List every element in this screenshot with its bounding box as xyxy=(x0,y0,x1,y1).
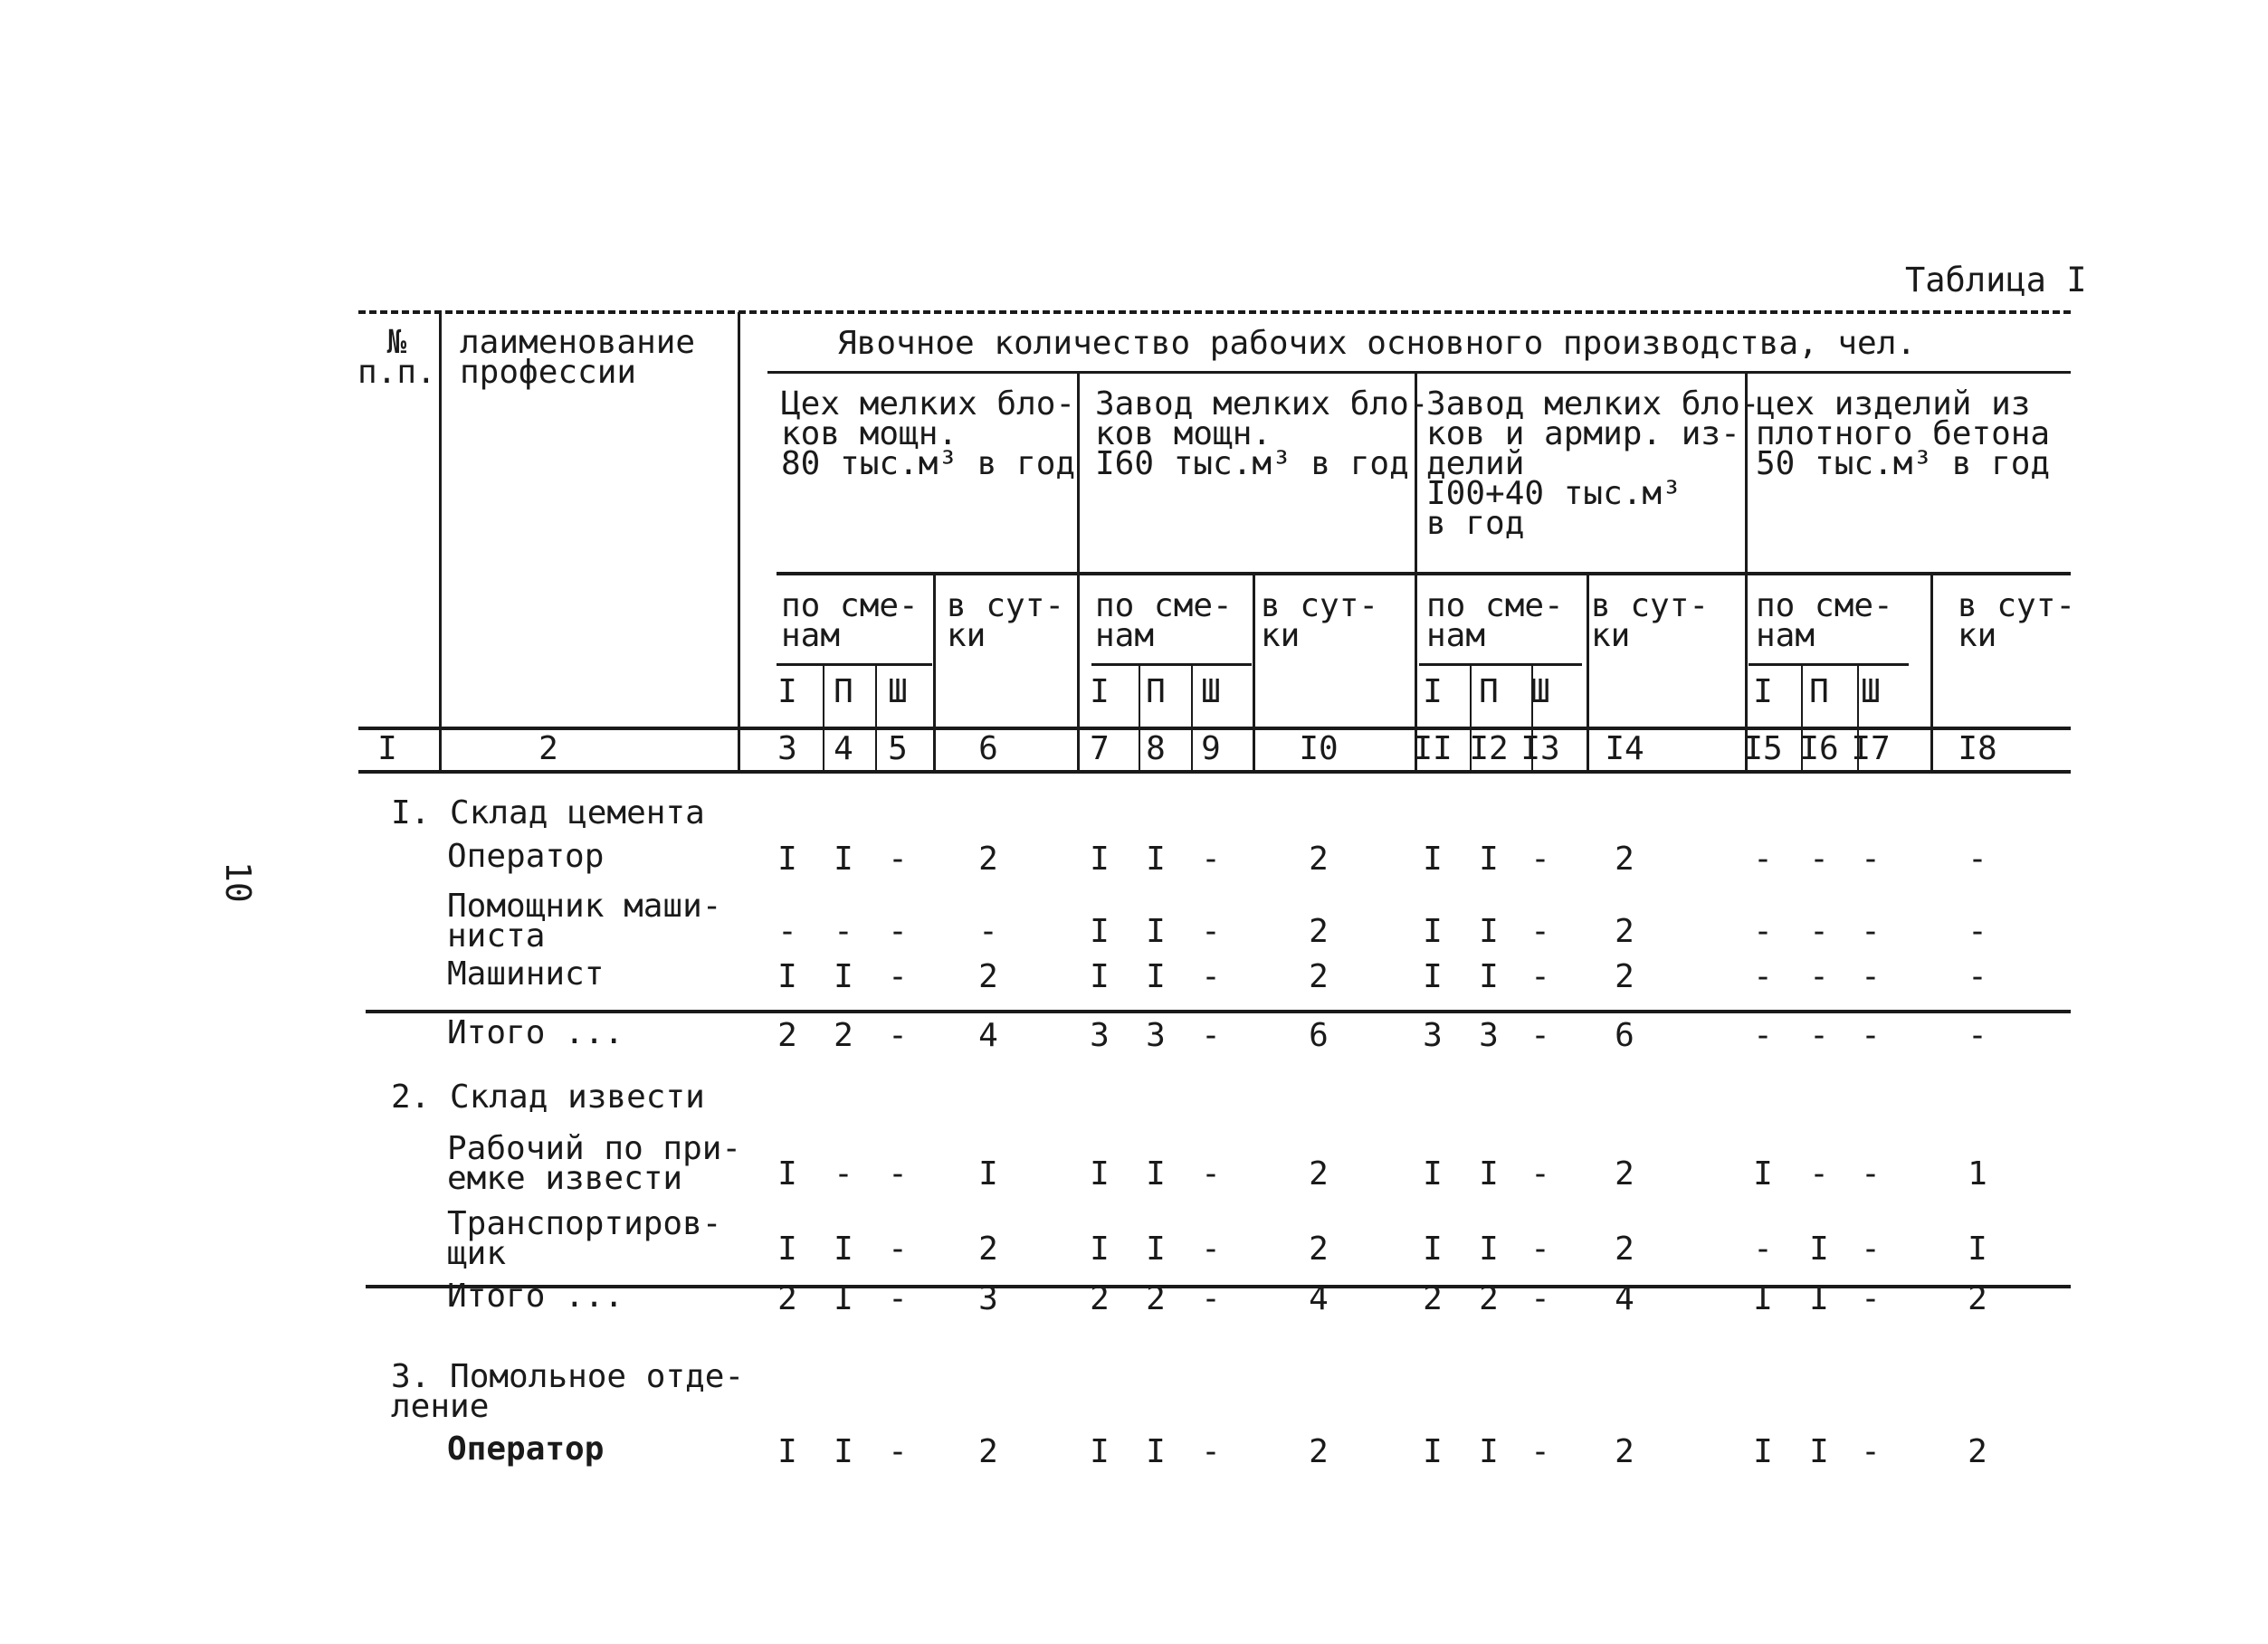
table-cell: - xyxy=(1753,841,1773,878)
by-shift-header-4: по сме- нам xyxy=(1756,587,1893,654)
per-day-header-4: в сут- ки xyxy=(1958,587,2076,654)
table-cell: 3 xyxy=(1090,1017,1110,1054)
table-cell: I xyxy=(834,1231,853,1268)
table-cell: I xyxy=(1423,1155,1443,1193)
total-label: Итого ... xyxy=(447,1014,624,1051)
table-cell: I xyxy=(1090,1231,1110,1268)
table-cell: - xyxy=(1530,1433,1550,1470)
vrule-c14 xyxy=(1587,575,1589,772)
table-cell: I xyxy=(1479,1433,1499,1470)
table-cell: I xyxy=(1090,1433,1110,1470)
table-cell: 2 xyxy=(1615,841,1634,878)
table-cell: - xyxy=(834,913,853,950)
table-cell: I xyxy=(1479,1155,1499,1193)
group-header-2: Завод мелких бло- ков мощн. I60 тыс.м³ в год xyxy=(1095,385,1429,482)
table-cell: - xyxy=(1809,841,1829,878)
section-heading: I. Склад цемента xyxy=(391,794,705,832)
column-number: II xyxy=(1413,730,1453,767)
table-cell: I xyxy=(1968,1231,1987,1268)
table-cell: - xyxy=(1861,913,1881,950)
table-cell: - xyxy=(1861,1017,1881,1054)
table-cell: - xyxy=(1201,913,1221,950)
shift-label: П xyxy=(1809,673,1829,710)
table-cell: 6 xyxy=(1309,1017,1329,1054)
table-cell: - xyxy=(1201,841,1221,878)
table-cell: - xyxy=(1861,1231,1881,1268)
table-cell: 2 xyxy=(1615,913,1634,950)
table-cell: I xyxy=(1809,1231,1829,1268)
table-cell: I xyxy=(777,1231,797,1268)
table-cell: - xyxy=(1201,1433,1221,1470)
group-header-3: Завод мелких бло- ков и армир. из- делий I00+40 тыс.м³ в год xyxy=(1426,385,1760,542)
table-cell: - xyxy=(1530,958,1550,995)
table-cell: I xyxy=(834,1433,853,1470)
table-cell: 2 xyxy=(1309,1433,1329,1470)
shift-rule-2 xyxy=(1091,663,1252,666)
main-header-rule xyxy=(767,371,2071,374)
column-number: 2 xyxy=(538,730,558,767)
column-number: I xyxy=(377,730,397,767)
table-cell: 2 xyxy=(978,1231,998,1268)
table-cell: 2 xyxy=(1309,913,1329,950)
table-cell: 2 xyxy=(1615,1231,1634,1268)
profession-name: Оператор xyxy=(447,1430,605,1468)
table-cell: 2 xyxy=(978,958,998,995)
table-cell: I xyxy=(1423,841,1443,878)
shift-rule-3 xyxy=(1419,663,1582,666)
table-cell: - xyxy=(888,1017,908,1054)
table-cell: - xyxy=(1530,841,1550,878)
shift-rule-4 xyxy=(1749,663,1909,666)
table-cell: - xyxy=(888,1280,908,1317)
shift-label: I xyxy=(1423,673,1443,710)
table-cell: I xyxy=(1090,1155,1110,1193)
by-shift-header-2: по сме- нам xyxy=(1095,587,1233,654)
table-cell: I xyxy=(1146,958,1166,995)
table-cell: - xyxy=(1968,841,1987,878)
shift-label: П xyxy=(1146,673,1166,710)
table-cell: I xyxy=(978,1155,998,1193)
table-cell: 2 xyxy=(1146,1280,1166,1317)
table-cell: - xyxy=(1809,958,1829,995)
table-label: Таблица I xyxy=(1905,261,2087,299)
table-cell: 2 xyxy=(1615,1155,1634,1193)
column-number: 9 xyxy=(1201,730,1221,767)
column-number: I7 xyxy=(1851,730,1891,767)
shift-label: Ш xyxy=(888,673,908,710)
total-label: Итого ... xyxy=(447,1278,624,1315)
main-header: Явочное количество рабочих основного производства, чел. xyxy=(837,325,1917,362)
table-cell: - xyxy=(1861,841,1881,878)
table-cell: - xyxy=(1201,1231,1221,1268)
table-cell: - xyxy=(888,958,908,995)
column-number: 5 xyxy=(888,730,908,767)
vrule-c6 xyxy=(933,575,936,772)
table-cell: I xyxy=(1423,1433,1443,1470)
table-cell: 2 xyxy=(1968,1433,1987,1470)
shift-label: Ш xyxy=(1201,673,1221,710)
table-cell: - xyxy=(1809,1017,1829,1054)
table-cell: - xyxy=(1809,913,1829,950)
table-cell: - xyxy=(1530,913,1550,950)
shift-label: Ш xyxy=(1861,673,1881,710)
table-cell: - xyxy=(1753,1231,1773,1268)
table-cell: - xyxy=(888,913,908,950)
table-cell: - xyxy=(1753,913,1773,950)
table-cell: - xyxy=(1201,1280,1221,1317)
vrule-c10 xyxy=(1253,575,1255,772)
table-cell: - xyxy=(888,1231,908,1268)
col-no-header: № п.п. xyxy=(357,324,436,391)
group-header-1: Цех мелких бло- ков мощн. 80 тыс.м³ в год xyxy=(781,385,1076,482)
shift-label: I xyxy=(1090,673,1110,710)
table-cell: 2 xyxy=(978,1433,998,1470)
column-number: I2 xyxy=(1469,730,1509,767)
table-cell: 2 xyxy=(1309,958,1329,995)
table-cell: I xyxy=(1146,1155,1166,1193)
column-number: I0 xyxy=(1299,730,1339,767)
profession-name: Помощник маши- ниста xyxy=(447,888,722,955)
col-name-header: лаименование профессии xyxy=(460,324,696,391)
shift-label: I xyxy=(777,673,797,710)
column-number: 7 xyxy=(1090,730,1110,767)
table-cell: I xyxy=(1809,1280,1829,1317)
table-cell: I xyxy=(1753,1155,1773,1193)
profession-name: Транспортиров- щик xyxy=(447,1205,722,1272)
column-number: I8 xyxy=(1958,730,1997,767)
table-cell: - xyxy=(1861,1155,1881,1193)
table-cell: - xyxy=(1201,958,1221,995)
table-cell: I xyxy=(1146,1231,1166,1268)
profession-name: Оператор xyxy=(447,838,605,875)
table-cell: I xyxy=(1753,1280,1773,1317)
table-cell: 6 xyxy=(1615,1017,1634,1054)
table-cell: - xyxy=(1530,1231,1550,1268)
table-cell: 2 xyxy=(777,1017,797,1054)
table-cell: I xyxy=(1146,1433,1166,1470)
table-cell: 2 xyxy=(1309,1231,1329,1268)
by-shift-header-3: по сме- нам xyxy=(1426,587,1564,654)
section-heading: 3. Помольное отде- ление xyxy=(391,1358,745,1425)
table-cell: - xyxy=(1201,1155,1221,1193)
table-cell: 2 xyxy=(834,1017,853,1054)
table-cell: - xyxy=(1968,1017,1987,1054)
table-cell: - xyxy=(1530,1280,1550,1317)
table-cell: I xyxy=(1090,913,1110,950)
table-cell: 4 xyxy=(1615,1280,1634,1317)
group-header-4: цех изделий из плотного бетона 50 тыс.м³ в год xyxy=(1756,385,2051,482)
table-cell: 4 xyxy=(1309,1280,1329,1317)
table-cell: I xyxy=(1479,958,1499,995)
table-cell: - xyxy=(888,1155,908,1193)
column-number: I4 xyxy=(1605,730,1644,767)
table-top-rule xyxy=(358,310,2071,314)
table-cell: I xyxy=(1809,1433,1829,1470)
table-cell: 2 xyxy=(1968,1280,1987,1317)
column-number: 8 xyxy=(1146,730,1166,767)
table-cell: I xyxy=(834,958,853,995)
table-cell: I xyxy=(1753,1433,1773,1470)
table-cell: I xyxy=(1090,841,1110,878)
shift-rule-1 xyxy=(777,663,932,666)
vrule-no xyxy=(439,312,442,772)
table-cell: I xyxy=(1479,1231,1499,1268)
per-day-header-3: в сут- ки xyxy=(1591,587,1710,654)
table-cell: I xyxy=(1423,958,1443,995)
table-cell: - xyxy=(978,913,998,950)
table-cell: 3 xyxy=(1146,1017,1166,1054)
table-cell: - xyxy=(888,841,908,878)
table-cell: - xyxy=(1753,1017,1773,1054)
table-cell: I xyxy=(1423,1231,1443,1268)
vrule-c18 xyxy=(1930,575,1933,772)
table-cell: I xyxy=(834,1280,853,1317)
table-cell: - xyxy=(1968,913,1987,950)
table-cell: 2 xyxy=(1423,1280,1443,1317)
table-cell: 2 xyxy=(1479,1280,1499,1317)
table-cell: I xyxy=(777,1433,797,1470)
table-cell: - xyxy=(834,1155,853,1193)
shift-label: П xyxy=(1479,673,1499,710)
table-cell: - xyxy=(1753,958,1773,995)
per-day-header-2: в сут- ки xyxy=(1261,587,1379,654)
table-cell: 2 xyxy=(1615,958,1634,995)
section-heading: 2. Склад извести xyxy=(391,1079,705,1116)
by-shift-header-1: по сме- нам xyxy=(781,587,919,654)
column-number: 6 xyxy=(978,730,998,767)
profession-name: Машинист xyxy=(447,955,605,993)
table-cell: I xyxy=(777,958,797,995)
shift-label: П xyxy=(834,673,853,710)
table-cell: 2 xyxy=(1615,1433,1634,1470)
table-cell: 1 xyxy=(1968,1155,1987,1193)
table-cell: - xyxy=(1809,1155,1829,1193)
table-cell: 3 xyxy=(1479,1017,1499,1054)
table-cell: I xyxy=(1423,913,1443,950)
total-separator-rule xyxy=(366,1010,2071,1013)
shift-label: Ш xyxy=(1530,673,1550,710)
table-cell: I xyxy=(1479,913,1499,950)
column-number: I3 xyxy=(1520,730,1560,767)
table-cell: I xyxy=(834,841,853,878)
group-header-rule xyxy=(777,572,2071,575)
table-cell: - xyxy=(1530,1155,1550,1193)
table-cell: - xyxy=(1530,1017,1550,1054)
table-cell: 2 xyxy=(777,1280,797,1317)
per-day-header-1: в сут- ки xyxy=(947,587,1065,654)
table-cell: I xyxy=(1479,841,1499,878)
column-number: 3 xyxy=(777,730,797,767)
table-cell: 3 xyxy=(1423,1017,1443,1054)
table-cell: - xyxy=(1861,958,1881,995)
shift-label: I xyxy=(1753,673,1773,710)
table-cell: - xyxy=(1861,1280,1881,1317)
column-number: 4 xyxy=(834,730,853,767)
column-number: I6 xyxy=(1799,730,1839,767)
table-cell: 2 xyxy=(1309,1155,1329,1193)
table-cell: 4 xyxy=(978,1017,998,1054)
column-numbers-bottom-rule xyxy=(358,770,2071,774)
page-number: 10 xyxy=(218,861,258,903)
table-cell: I xyxy=(1090,958,1110,995)
table-cell: 2 xyxy=(1309,841,1329,878)
column-number: I5 xyxy=(1743,730,1783,767)
vrule-g2 xyxy=(1077,373,1080,772)
table-cell: 3 xyxy=(978,1280,998,1317)
table-cell: - xyxy=(888,1433,908,1470)
table-cell: I xyxy=(777,1155,797,1193)
table-cell: I xyxy=(1146,841,1166,878)
table-cell: 2 xyxy=(978,841,998,878)
table-cell: - xyxy=(1861,1433,1881,1470)
profession-name: Рабочий по при- емке извести xyxy=(447,1130,742,1197)
table-cell: - xyxy=(1201,1017,1221,1054)
table-cell: 2 xyxy=(1090,1280,1110,1317)
table-cell: - xyxy=(1968,958,1987,995)
table-cell: I xyxy=(1146,913,1166,950)
vrule-name xyxy=(738,312,740,772)
table-cell: I xyxy=(777,841,797,878)
table-cell: - xyxy=(777,913,797,950)
